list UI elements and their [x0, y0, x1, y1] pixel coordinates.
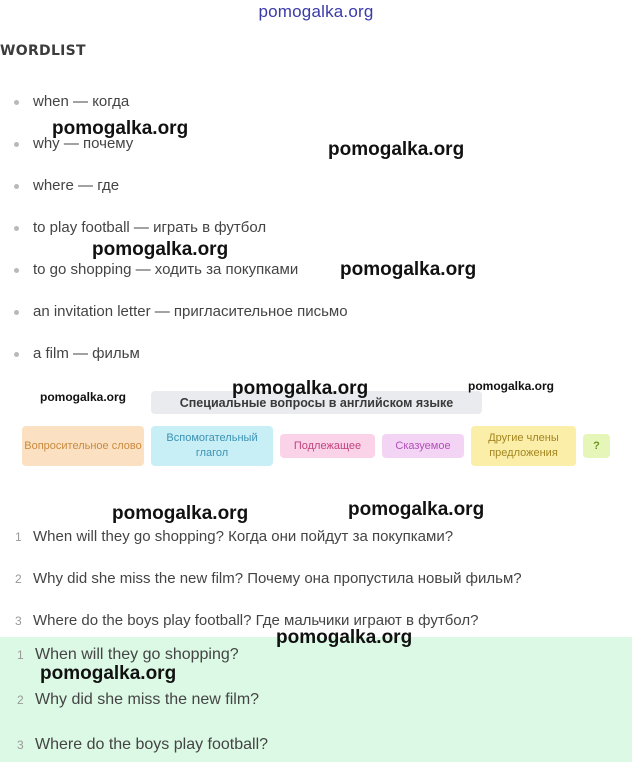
- box-subject: Подлежащее: [280, 434, 375, 458]
- watermark: pomogalka.org: [112, 503, 249, 524]
- list-item-text: an invitation letter — пригласительное письмо: [33, 303, 348, 320]
- bullet-icon: [14, 184, 19, 189]
- item-number: 3: [15, 614, 22, 628]
- list-item-text: where — где: [33, 177, 120, 194]
- diagram-title: Специальные вопросы в английском языке: [151, 391, 482, 414]
- watermark: pomogalka.org: [40, 390, 127, 404]
- answer-text: Why did she miss the new film?: [35, 691, 260, 708]
- watermark: pomogalka.org: [340, 259, 477, 280]
- item-number: 1: [15, 530, 22, 544]
- list-item: [14, 258, 348, 300]
- question-text: When will they go shopping? Когда они пойдут за покупками?: [33, 528, 454, 545]
- list-item-text: a film — фильм: [33, 345, 140, 362]
- question-text: Where do the boys play football? Где мальчики играют в футбол?: [33, 612, 479, 629]
- bullet-icon: [14, 352, 19, 357]
- list-item-text: to play football — играть в футбол: [33, 219, 267, 236]
- watermark: pomogalka.org: [348, 499, 485, 520]
- wordlist-heading: WORDLIST: [0, 43, 86, 59]
- box-question-mark: ?: [583, 434, 610, 458]
- answer-panel: [0, 637, 632, 762]
- list-item-text: why — почему: [33, 135, 134, 152]
- bullet-icon: [14, 142, 19, 147]
- top-watermark: pomogalka.org: [258, 2, 374, 21]
- question-text: Why did she miss the new film? Почему она пропустила новый фильм?: [33, 570, 522, 587]
- watermark: pomogalka.org: [232, 378, 369, 399]
- item-number: 2: [17, 693, 24, 707]
- answer-text: When will they go shopping?: [35, 646, 239, 663]
- box-auxiliary-verb: Вспомогательный глагол: [151, 426, 273, 466]
- item-number: 2: [15, 572, 22, 586]
- bullet-icon: [14, 310, 19, 315]
- bullet-icon: [14, 100, 19, 105]
- watermark: pomogalka.org: [468, 379, 555, 393]
- bullet-icon: [14, 226, 19, 231]
- box-predicate: Сказуемое: [382, 434, 464, 458]
- watermark: pomogalka.org: [276, 627, 413, 648]
- list-item: [14, 174, 348, 216]
- answer-text: Where do the boys play football?: [35, 736, 269, 753]
- watermark: pomogalka.org: [40, 663, 177, 684]
- item-number: 1: [17, 648, 24, 662]
- list-item-text: to go shopping — ходить за покупками: [33, 261, 299, 278]
- watermark: pomogalka.org: [52, 118, 189, 139]
- list-item-text: when — когда: [33, 93, 130, 110]
- watermark: pomogalka.org: [328, 139, 465, 160]
- watermark: pomogalka.org: [92, 239, 229, 260]
- box-other-members: Другие члены предложения: [471, 426, 576, 466]
- box-question-word: Вопросительное слово: [22, 426, 144, 466]
- bullet-icon: [14, 268, 19, 273]
- item-number: 3: [17, 738, 24, 752]
- list-item: [14, 300, 348, 342]
